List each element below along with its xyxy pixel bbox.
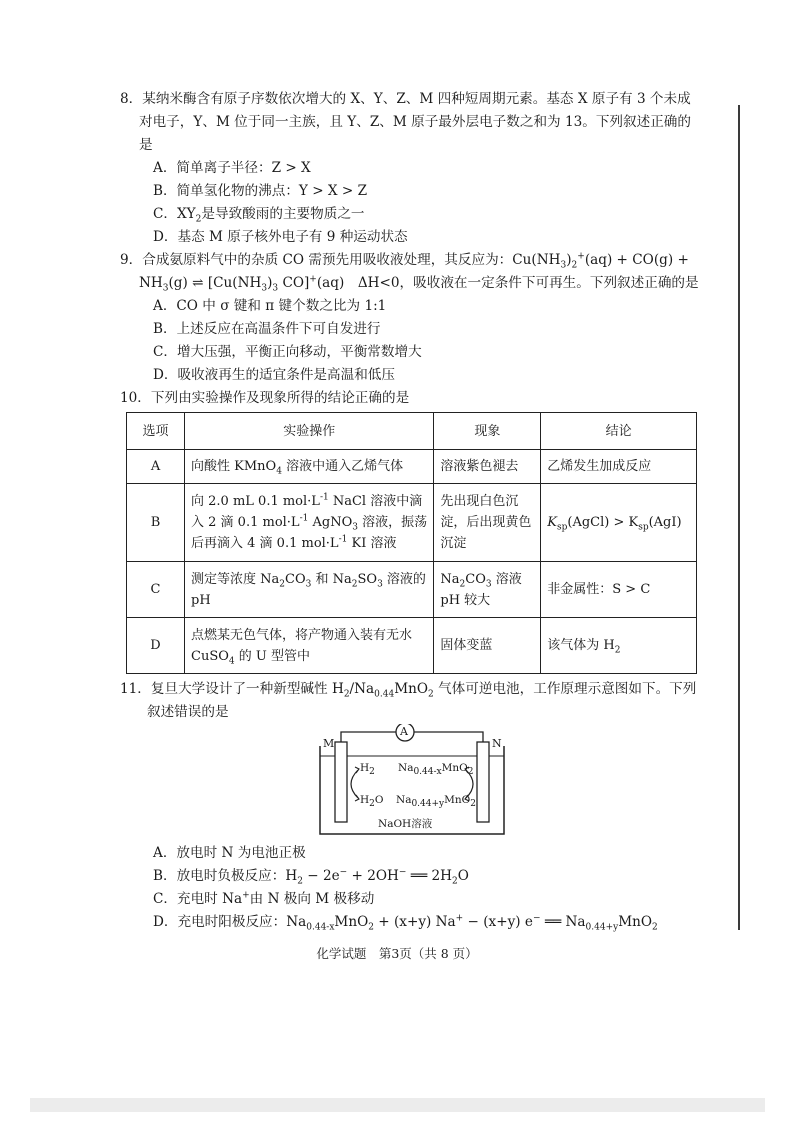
- rc-op2: CO: [285, 571, 306, 587]
- rc-ph2: CO: [465, 571, 486, 587]
- q11d-s1: 0.44-x: [306, 922, 335, 933]
- bottom-edge: [30, 1098, 765, 1112]
- q10-number: 10．: [120, 390, 151, 406]
- cell-phenomenon: 固体变蓝: [434, 618, 541, 674]
- q11-s4: 气体可逆电池，工作原理示意图如下。下列叙述错误的是: [147, 681, 697, 720]
- q11-s3: MnO: [394, 681, 429, 697]
- q11c-1: C．充电时 Na: [153, 891, 243, 907]
- q11-option-a: A．放电时 N 为电池正极: [153, 845, 306, 861]
- rb-op3sub: 3: [352, 522, 358, 533]
- q11b-s2: 2: [451, 876, 458, 887]
- na-top-label: [398, 762, 474, 778]
- q9-s-h: (g) ⇌ [Cu(NH: [168, 275, 262, 291]
- table-row: [127, 450, 697, 484]
- q9-s-f: (aq) + CO(g) + NH: [139, 252, 689, 291]
- q11-option-c: [120, 888, 700, 911]
- cell-operation: [185, 562, 434, 618]
- nab-s1: 0.44+y: [411, 799, 445, 810]
- q10-stem-text: 下列由实验操作及现象所得的结论正确的是: [150, 390, 410, 406]
- q9-option-c: C．增大压强，平衡正向移动，平衡常数增大: [153, 344, 422, 360]
- q11b-5: O: [457, 868, 469, 884]
- margin-line: [738, 105, 740, 930]
- cell-conclusion: 非金属性：S > C: [541, 562, 697, 618]
- q8-option-b: B．简单氢化物的沸点：Y > X > Z: [153, 183, 368, 199]
- cell-phenomenon: [434, 562, 541, 618]
- q9-s-c: ): [566, 252, 572, 268]
- question-11: [120, 678, 700, 934]
- q9-s-a: 合成氨原料气中的杂质 CO 需预先用吸收液处理，其反应为：Cu(NH: [142, 252, 561, 268]
- q8-option-c: [120, 203, 700, 226]
- rc-op1sub: 2: [279, 579, 286, 590]
- cell-operation: [185, 618, 434, 674]
- table-header-row: [127, 413, 697, 450]
- rc-op3: 和 Na: [311, 571, 352, 587]
- q11d-5: ══ Na: [540, 914, 586, 930]
- q9-s-i: 3: [261, 283, 268, 294]
- question-8: [120, 88, 700, 249]
- q11-s2sub: 0.44: [374, 689, 395, 700]
- rc-op1: 测定等浓度 Na: [191, 571, 280, 587]
- rc-op4sub: 3: [377, 579, 383, 590]
- q11d-1: D．充电时阳极反应：Na: [153, 914, 307, 930]
- experiment-table: [126, 412, 697, 674]
- q11-option-d: [120, 911, 700, 934]
- q11b-s1: 2: [297, 876, 303, 887]
- rb-op4sup: -1: [338, 534, 348, 545]
- question-10: [120, 387, 700, 674]
- rc-op3sub: 2: [351, 579, 358, 590]
- rd-op2: 的 U 型管中: [234, 648, 310, 664]
- h2-a: H: [360, 762, 370, 774]
- table-row: [127, 484, 697, 562]
- q11b-sup2: −: [398, 867, 407, 878]
- q11-option-b: [120, 865, 700, 888]
- left-arrow: [351, 770, 358, 798]
- q8-option-d: D．基态 M 原子核外电子有 9 种运动状态: [153, 229, 408, 245]
- q11-s1: 复旦大学设计了一种新型碱性 H: [150, 681, 344, 697]
- cell-option: A: [127, 450, 185, 484]
- q10-stem: [120, 387, 700, 410]
- rd-op1: 点燃某无色气体，将产物通入装有无水 CuSO: [191, 627, 413, 664]
- q8-optc-a: C．XY: [153, 206, 196, 222]
- q9-option-d: D．吸收液再生的适宜条件是高温和低压: [153, 367, 395, 383]
- electrode-m: [335, 742, 347, 822]
- rb-ksp1: sp: [556, 522, 568, 533]
- q9-s-e: +: [577, 251, 585, 262]
- table-row: [127, 618, 697, 674]
- cell-conclusion: [541, 484, 697, 562]
- q11d-s3: 0.44+y: [585, 922, 619, 933]
- nab-b: MnO: [444, 794, 471, 806]
- q11-stem: [120, 678, 700, 724]
- cell-conclusion: 乙烯发生加成反应: [541, 450, 697, 484]
- header-conclusion: 结论: [541, 413, 697, 450]
- rb-op4: 溶液，振荡后再滴入 4 滴 0.1 mol·L: [191, 515, 428, 551]
- q11b-4: ══ 2H: [406, 868, 452, 884]
- question-9: [120, 249, 700, 387]
- q9-s-k: 3: [272, 283, 279, 294]
- header-option: 选项: [127, 413, 185, 450]
- content: [120, 88, 700, 934]
- h2o-label: [360, 794, 384, 810]
- rb-op1: 向 2.0 mL 0.1 mol·L: [191, 494, 320, 509]
- h2-sub: 2: [369, 767, 375, 778]
- cell-option: D: [127, 618, 185, 674]
- q11d-6: MnO: [618, 914, 653, 930]
- rc-ph2sub: 3: [485, 579, 492, 590]
- nat-a: Na: [398, 762, 414, 774]
- q11c-2: 由 N 极向 M 极移动: [249, 891, 375, 907]
- naoh-solution-label: NaOH溶液: [378, 818, 433, 830]
- nat-s1: 0.44-x: [413, 767, 442, 778]
- q9-number: 9．: [120, 252, 143, 268]
- cell-phenomenon: 溶液紫色褪去: [434, 450, 541, 484]
- ra-op-a: 向酸性 KMnO: [191, 459, 277, 474]
- q9-s-n: (aq) ΔH<0，吸收液在一定条件下可再生。下列叙述正确的是: [316, 275, 699, 291]
- rb-op1sup: -1: [319, 492, 329, 503]
- rb-op2sup: -1: [299, 513, 309, 524]
- rc-op4: SO: [357, 571, 378, 587]
- q11d-sup2: −: [532, 913, 541, 924]
- ra-op-sub: 4: [276, 466, 282, 477]
- cell-option: B: [127, 484, 185, 562]
- q11d-2: MnO: [334, 914, 369, 930]
- q11b-2: − 2e: [302, 868, 340, 884]
- q9-s-d: 2: [571, 260, 578, 271]
- table-row: [127, 562, 697, 618]
- rb-ksp2: sp: [638, 522, 649, 533]
- cell-conclusion: [541, 618, 697, 674]
- q8-optc-b: 是导致酸雨的主要物质之一: [201, 206, 365, 222]
- rc-ph3: 溶液 pH 较大: [440, 571, 522, 608]
- h2o-a: H: [360, 794, 370, 806]
- q9-s-m: +: [309, 274, 317, 285]
- q8-option-a: A．简单离子半径：Z > X: [153, 160, 311, 176]
- q8-stem: [120, 88, 700, 157]
- h2o-sub: 2: [369, 799, 375, 810]
- rc-op5: 溶液的 pH: [191, 571, 426, 608]
- q9-s-b: 3: [560, 260, 567, 271]
- q8-optc-sub: 2: [195, 214, 202, 225]
- q8-number: 8．: [120, 91, 143, 107]
- rd-c1: 该气体为 H: [547, 638, 615, 653]
- ra-op-b: 溶液中通入乙烯气体: [281, 459, 404, 474]
- header-operation: 实验操作: [185, 413, 434, 450]
- q11d-sup1: +: [455, 913, 464, 924]
- cell-phenomenon: 先出现白色沉淀，后出现黄色沉淀: [434, 484, 541, 562]
- q9-stem: [120, 249, 700, 295]
- nat-b: MnO: [441, 762, 468, 774]
- rb-cend: (AgI): [648, 515, 682, 530]
- na-bottom-label: [396, 794, 476, 810]
- rc-op2sub: 3: [305, 579, 312, 590]
- h2-label: [360, 762, 375, 778]
- rb-cmid: (AgCl) > K: [567, 515, 639, 530]
- rb-k1: K: [547, 515, 557, 530]
- nab-s2: 2: [470, 799, 476, 810]
- q11-s2: /Na: [349, 681, 375, 697]
- electrode-m-label: M: [323, 737, 335, 750]
- nat-s2: 2: [467, 767, 474, 778]
- q8-stem-text: 某纳米酶含有原子序数依次增大的 X、Y、Z、M 四种短周期元素。基态 X 原子有 3 个未成对电子，Y、M 位于同一主族，且 Y、Z、M 原子最外层电子数之和为 13。下列叙述正确的是: [139, 91, 691, 153]
- q9-s-g: 3: [162, 283, 169, 294]
- q9-s-j: ): [267, 275, 273, 291]
- q11-number: 11．: [120, 681, 151, 697]
- rb-op5: KI 溶液: [347, 536, 397, 551]
- rd-op1sub: 4: [228, 656, 235, 667]
- battery-diagram: [120, 724, 720, 842]
- cell-operation: [185, 484, 434, 562]
- q9-option-a: A．CO 中 σ 键和 π 键个数之比为 1:1: [153, 298, 387, 314]
- nab-a: Na: [396, 794, 412, 806]
- q11b-sup1: −: [339, 867, 348, 878]
- electrode-n: [477, 742, 489, 822]
- q11d-s4: 2: [652, 922, 658, 933]
- rc-ph1sub: 2: [459, 579, 466, 590]
- cell-option: C: [127, 562, 185, 618]
- q11b-1: B．放电时负极反应：H: [153, 868, 298, 884]
- q11c-sup: +: [242, 890, 250, 901]
- rd-c1sub: 2: [614, 645, 621, 656]
- q11d-3: + (x+y) Na: [373, 914, 456, 930]
- q9-option-b: B．上述反应在高温条件下可自发进行: [153, 321, 381, 337]
- cell-operation: [185, 450, 434, 484]
- q11d-s2: 2: [368, 922, 374, 933]
- q11b-3: + 2OH: [347, 868, 399, 884]
- ammeter-label: A: [400, 725, 408, 738]
- rb-op2: NaCl 溶液中滴入 2 滴 0.1 mol·L: [191, 494, 423, 530]
- electrode-n-label: N: [492, 737, 502, 750]
- q9-s-l: CO]: [278, 275, 310, 291]
- q11d-4: − (x+y) e: [463, 914, 533, 930]
- rc-ph1: Na: [440, 571, 460, 587]
- page-footer: 化学试题 第3页（共 8 页）: [316, 946, 478, 961]
- h2o-b: O: [374, 794, 384, 806]
- rb-op3: AgNO: [308, 515, 353, 530]
- q11-s1sub: 2: [343, 689, 350, 700]
- q11-s3sub: 2: [428, 689, 434, 700]
- header-phenomenon: 现象: [434, 413, 541, 450]
